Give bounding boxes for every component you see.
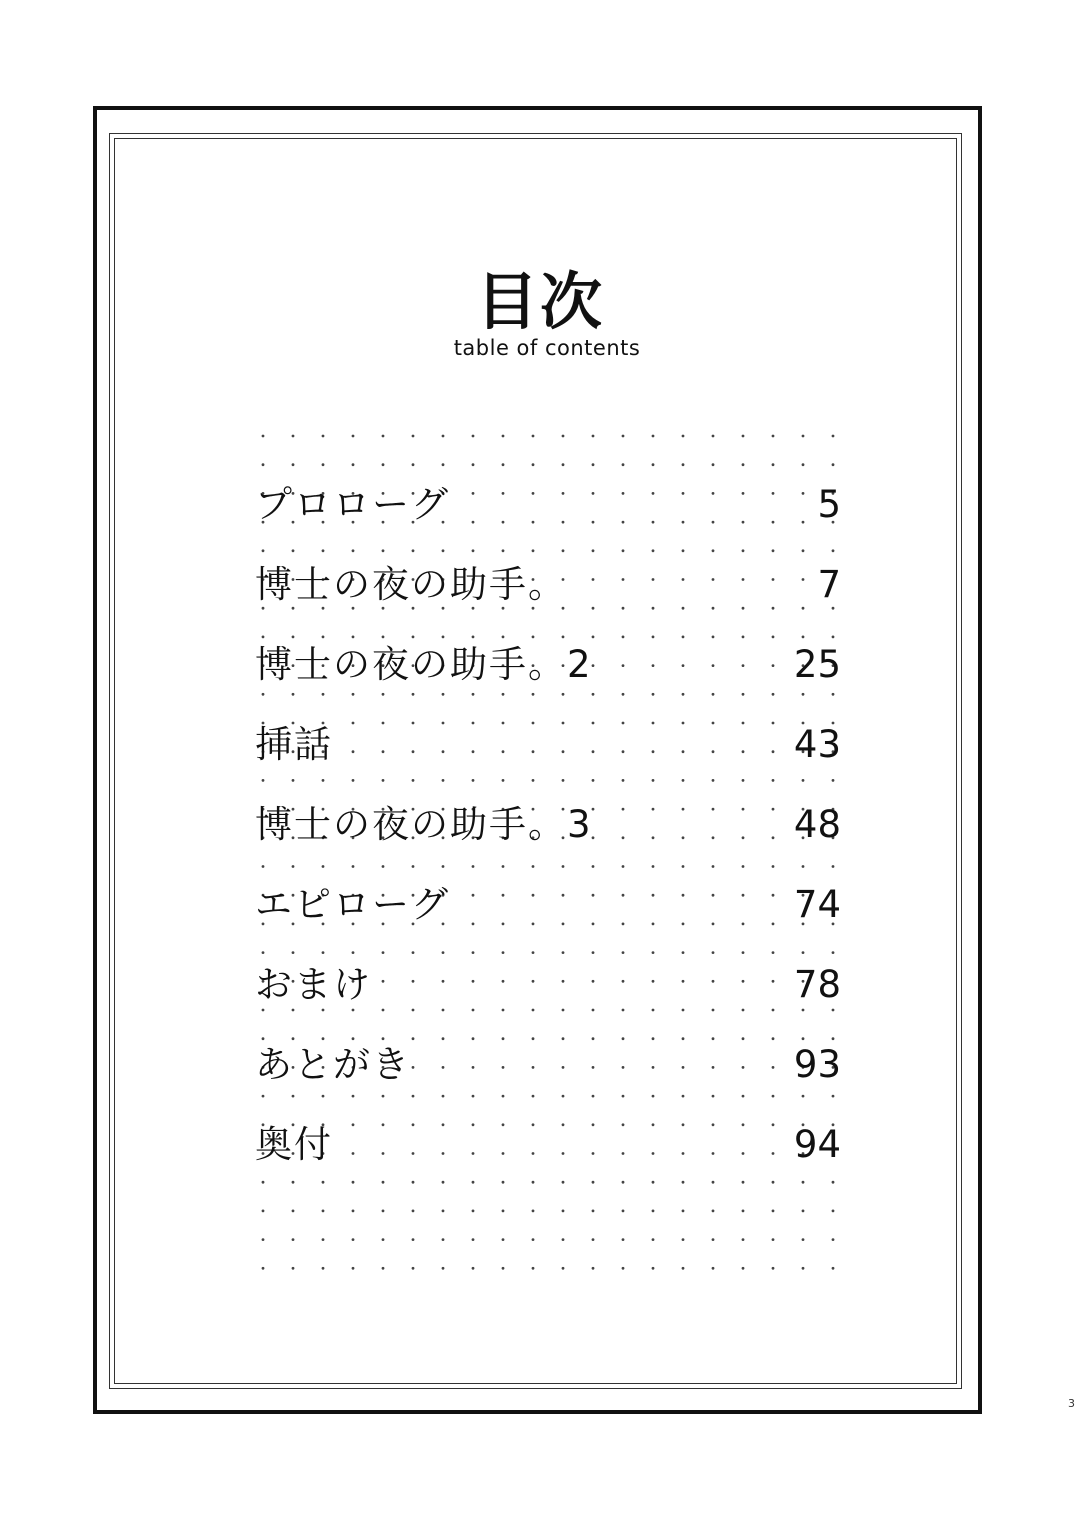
toc-entry[interactable] — [255, 1102, 845, 1182]
toc-entry-page: 74 — [793, 883, 841, 926]
toc-entry-page: 93 — [793, 1043, 841, 1086]
toc-entry-label: エピローグ — [255, 883, 450, 926]
toc-entry[interactable] — [255, 542, 845, 622]
toc-entry-label: あとがき — [255, 1043, 411, 1086]
toc-entry-label: プロローグ — [255, 483, 450, 526]
toc-entry-page: 48 — [793, 803, 841, 846]
toc-entry[interactable] — [255, 942, 845, 1022]
toc-entry-page: 94 — [793, 1123, 841, 1166]
toc-entry-page: 5 — [817, 483, 841, 526]
page-number: 3 — [1068, 1397, 1075, 1410]
page-title: 目次 — [475, 265, 604, 338]
toc-entry-label: 挿話 — [255, 723, 333, 766]
toc-entry[interactable] — [255, 702, 845, 782]
toc-entry-label: 博士の夜の助手。3 — [255, 803, 593, 846]
toc-entry[interactable] — [255, 622, 845, 702]
page-subtitle: table of contents — [453, 336, 641, 360]
toc-entry-page: 25 — [793, 643, 841, 686]
toc-entry-page: 7 — [817, 563, 841, 606]
toc-entry[interactable] — [255, 862, 845, 942]
toc-entry-label: 奥付 — [255, 1123, 333, 1166]
toc-entry-label: おまけ — [255, 963, 372, 1006]
toc-entry[interactable] — [255, 462, 845, 542]
toc-entry[interactable] — [255, 1022, 845, 1102]
toc-entry-page: 78 — [793, 963, 841, 1006]
toc-entry-page: 43 — [793, 723, 841, 766]
toc-entry-label: 博士の夜の助手。 — [255, 563, 567, 606]
toc-entry[interactable] — [255, 782, 845, 862]
toc-entry-label: 博士の夜の助手。2 — [255, 643, 593, 686]
